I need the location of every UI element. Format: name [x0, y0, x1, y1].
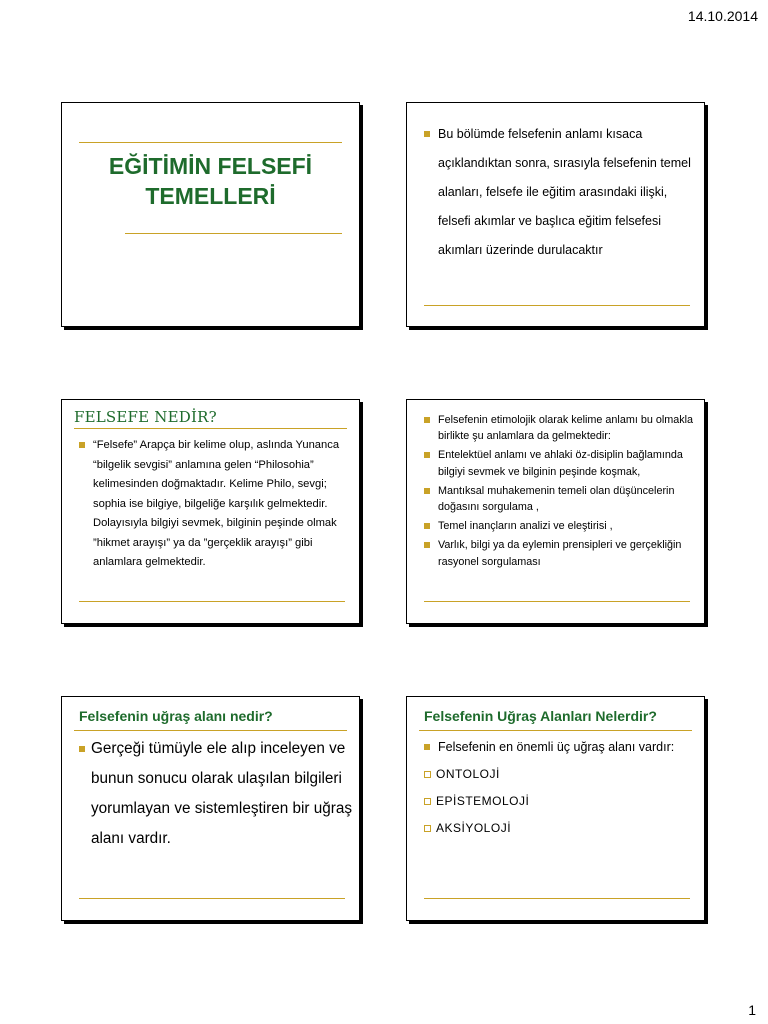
slide-1-title-line2: TEMELLERİ	[145, 183, 276, 209]
slide-2-bullet-list	[424, 120, 699, 265]
slide-4-bullet-3: Mantıksal muhakemenin temeli olan düşüncelerin doğasını sorgulama ,	[424, 483, 699, 515]
slide-6-sub-item-aksiyoloji: AKSİYOLOJİ	[424, 815, 699, 842]
slide-2-bottom-rule	[424, 305, 690, 306]
slide-4-content	[424, 412, 699, 573]
slide-4-bottom-rule	[424, 601, 690, 602]
slide-3	[61, 399, 360, 624]
slide-4-bullet-4: Temel inançların analizi ve eleştirisi ,	[424, 518, 699, 534]
slide-3-bullet-1: “Felsefe” Arapça bir kelime olup, aslında Yunanca “bilgelik sevgisi” anlamına gelen “Philosohia” kelimesinden doğmaktadır. Kelime Philo, sevgi; sophia ise bilgiye, bilgeliğe karşılık gelmektedir. Dolayısıyla bilgiyi sevmek, bilginin peşinde olmak ”hikmet arayışı” ya da ”gerçeklik arayışı” gibi anlamlara gelmektedir.	[79, 436, 351, 573]
slide-2-bullet-1: Bu bölümde felsefenin anlamı kısaca açıklandıktan sonra, sırasıyla felsefenin temel alanları, felsefe ile eğitim arasındaki ilişki, felsefi akımlar ve başlıca eğitim felsefesi akımları üzerinde durulacaktır	[424, 120, 699, 265]
slide-6	[406, 696, 705, 921]
slide-4-bullet-2: Entelektüel anlamı ve ahlaki öz-disiplin bağlamında bilgiyi sevmek ve bilginin peşinde koşmak,	[424, 447, 699, 479]
slide-5-top-rule	[74, 730, 347, 731]
slide-3-bottom-rule	[79, 601, 345, 602]
slide-3-bullet-list	[79, 436, 351, 573]
slide-3-top-rule	[74, 428, 347, 429]
slide-2-content	[424, 120, 699, 265]
slide-3-heading: FELSEFE NEDİR?	[74, 408, 217, 426]
slide-6-top-rule	[419, 730, 692, 731]
slide-4-bullet-1: Felsefenin etimolojik olarak kelime anlamı bu olmakla birlikte şu anlamlara da gelmektedir:	[424, 412, 699, 444]
slide-4	[406, 399, 705, 624]
page-number: 1	[748, 1002, 756, 1018]
slide-2	[406, 102, 705, 327]
slide-5-bullet-1: Gerçeği tümüyle ele alıp inceleyen ve bunun sonucu olarak ulaşılan bilgileri yorumlayan ve sistemleştiren bir uğraş alanı vardır.	[79, 734, 354, 854]
slide-5-content	[79, 734, 354, 854]
slide-6-sub-item-epistemoloji: EPİSTEMOLOJİ	[424, 788, 699, 815]
slide-6-bullet-1: Felsefenin en önemli üç uğraş alanı vardır:	[424, 735, 699, 759]
slide-4-bullet-list	[424, 412, 699, 570]
slide-1-top-rule	[79, 142, 342, 143]
slide-6-sub-list	[424, 761, 699, 842]
slide-5-bullet-list	[79, 734, 354, 854]
slide-5-heading: Felsefenin uğraş alanı nedir?	[79, 708, 273, 724]
date-stamp: 14.10.2014	[687, 8, 758, 24]
slide-3-content	[79, 436, 351, 573]
slide-4-bullet-5: Varlık, bilgi ya da eylemin prensipleri ve gerçekliğin rasyonel sorgulaması	[424, 537, 699, 569]
slide-5	[61, 696, 360, 921]
slide-1	[61, 102, 360, 327]
slide-6-bullet-list	[424, 735, 699, 759]
slide-6-heading: Felsefenin Uğraş Alanları Nelerdir?	[424, 708, 657, 724]
slide-1-title	[72, 151, 349, 211]
slide-1-title-line1: EĞİTİMİN FELSEFİ	[108, 153, 313, 179]
slide-5-bottom-rule	[79, 898, 345, 899]
slide-6-bottom-rule	[424, 898, 690, 899]
slide-6-content	[424, 735, 699, 842]
slide-1-bottom-rule	[125, 233, 342, 234]
slide-6-sub-item-ontoloji: ONTOLOJİ	[424, 761, 699, 788]
